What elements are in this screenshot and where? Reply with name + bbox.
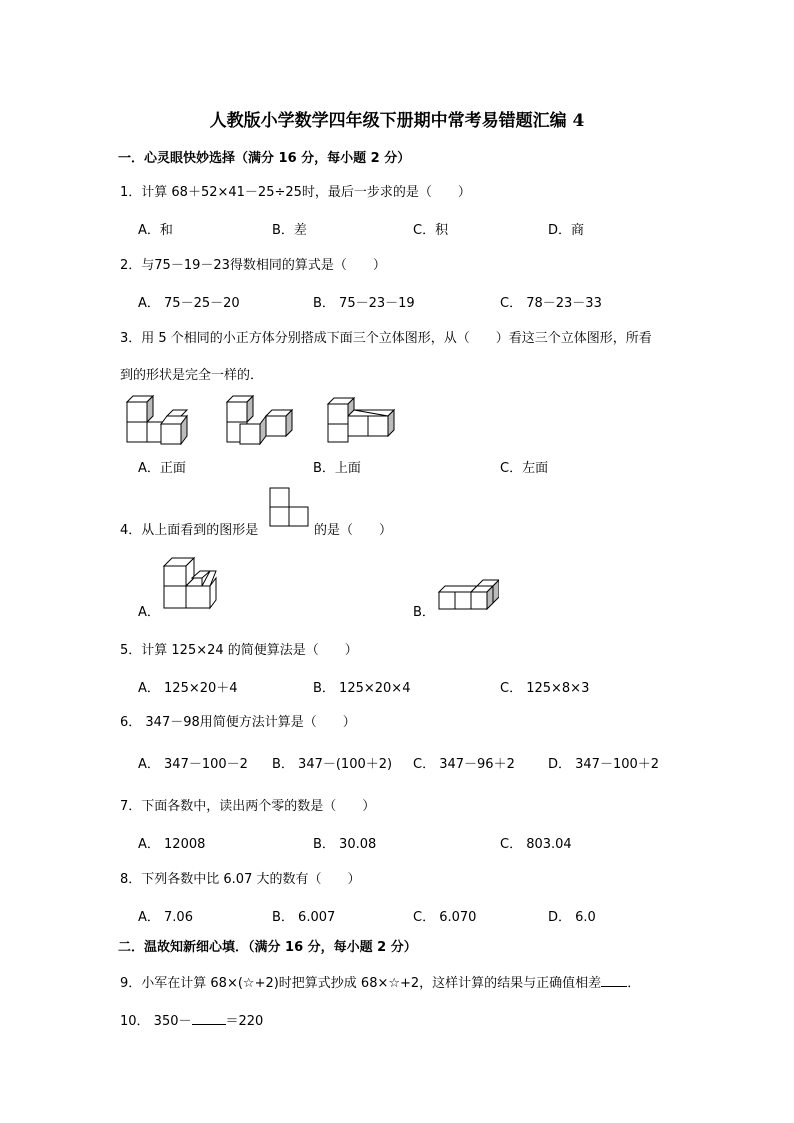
- section-heading-2: 二．温故知新细心填．（满分 16 分，每小题 2 分）: [118, 940, 417, 955]
- section-heading-1: 一．心灵眼快妙选择（满分 16 分，每小题 2 分）: [118, 151, 411, 166]
- q6-option-c[interactable]: C． 347－96＋2: [413, 757, 515, 772]
- question-10-before: 10． 350－: [120, 1014, 192, 1029]
- q7-option-b[interactable]: B． 30.08: [313, 837, 377, 852]
- question-10: [120, 1010, 263, 1029]
- question-8: 8．下列各数中比 6.07 大的数有（ ）: [120, 872, 361, 887]
- q7-option-a[interactable]: A． 12008: [138, 837, 206, 852]
- q8-option-b[interactable]: B． 6.007: [272, 910, 336, 925]
- q8-option-a[interactable]: A． 7.06: [138, 910, 193, 925]
- q5-option-c[interactable]: C． 125×8×3: [500, 681, 590, 696]
- question-6: 6． 347－98用简便方法计算是（ ）: [120, 715, 356, 730]
- q5-option-b[interactable]: B． 125×20×4: [313, 681, 411, 696]
- q5-option-a[interactable]: A． 125×20＋4: [138, 681, 238, 696]
- question-2: 2．与75－19－23得数相同的算式是（ ）: [120, 258, 386, 273]
- q4-option-a-figure: [162, 554, 218, 610]
- question-5: 5．计算 125×24 的简便算法是（ ）: [120, 643, 358, 658]
- question-9-end: ．: [627, 976, 641, 991]
- question-4-before: 4．从上面看到的图形是: [120, 523, 259, 538]
- q2-option-a[interactable]: A． 75－25－20: [138, 296, 240, 311]
- q1-option-c[interactable]: C．积: [413, 223, 449, 238]
- q6-option-d[interactable]: D． 347－100＋2: [548, 757, 660, 772]
- question-9: [120, 972, 640, 991]
- question-7: 7．下面各数中，读出两个零的数是（ ）: [120, 799, 376, 814]
- question-4-after: 的是（ ）: [314, 523, 393, 538]
- q9-answer-blank[interactable]: [601, 974, 627, 987]
- q3-option-c[interactable]: C．左面: [500, 461, 549, 476]
- cube-figure-3: [326, 397, 400, 443]
- page-title: 人教版小学数学四年级下册期中常考易错题汇编 4: [209, 111, 585, 131]
- q2-option-c[interactable]: C． 78－23－33: [500, 296, 602, 311]
- cube-figure-1: [126, 395, 194, 445]
- q4-option-b-figure: [437, 578, 499, 612]
- q8-option-c[interactable]: C． 6.070: [413, 910, 477, 925]
- q1-option-b[interactable]: B．差: [272, 223, 307, 238]
- q4-option-a[interactable]: A．: [138, 605, 160, 620]
- q1-option-d[interactable]: D．商: [548, 223, 585, 238]
- q6-option-b[interactable]: B． 347－(100＋2): [272, 757, 393, 772]
- question-3-line-2: 到的形状是完全一样的．: [120, 368, 264, 383]
- question-9-text: 9．小军在计算 68×(☆+2)时把算式抄成 68×☆+2，这样计算的结果与正确值相差: [120, 976, 602, 991]
- q3-option-b[interactable]: B．上面: [313, 461, 361, 476]
- question-1: 1．计算 68＋52×41－25÷25时，最后一步求的是（ ）: [120, 185, 471, 200]
- cube-figure-2: [226, 395, 294, 445]
- question-3-line-1: 3．用 5 个相同的小正方体分别搭成下面三个立体图形，从（ ）看这三个立体图形，所看: [120, 331, 652, 346]
- q7-option-c[interactable]: C． 803.04: [500, 837, 572, 852]
- q6-option-a[interactable]: A． 347－100－2: [138, 757, 248, 772]
- q4-option-b[interactable]: B．: [413, 605, 435, 620]
- q8-option-d[interactable]: D． 6.0: [548, 910, 596, 925]
- top-view-shape: [269, 487, 311, 529]
- q3-option-a[interactable]: A．正面: [138, 461, 186, 476]
- question-10-after: ＝220: [225, 1014, 264, 1029]
- q2-option-b[interactable]: B． 75－23－19: [313, 296, 415, 311]
- q10-answer-blank[interactable]: [192, 1012, 226, 1025]
- q1-option-a[interactable]: A．和: [138, 223, 173, 238]
